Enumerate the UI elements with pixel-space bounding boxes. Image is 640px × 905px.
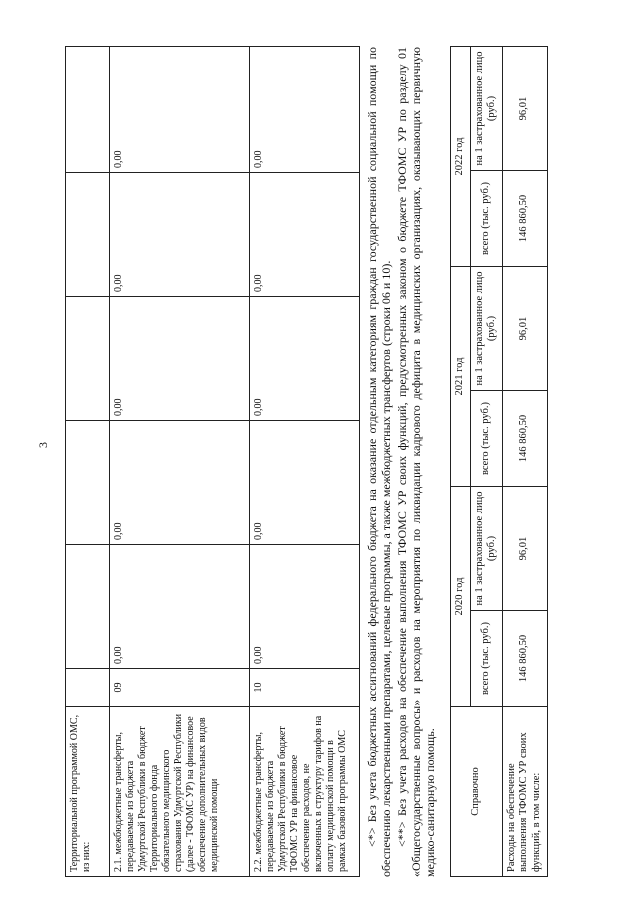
financing-table [65,46,360,877]
row-code: 09 [110,669,250,707]
table-row [110,47,250,877]
cell-value [66,545,110,669]
footnotes [365,47,439,877]
cell-value: 96,01 [502,487,547,611]
cell-value: 0,00 [110,545,250,669]
table-row [502,47,547,877]
row-label: 2.1. межбюджетные трансферты, передаваемые из бюджета Удмуртской Республики в бюджет Территориального фонда обязательного медицинского страхования Удмуртской Республики (далее - ТФОМС УР) на финансовое обеспечение дополнительных видов медицинской помощи [110,707,250,877]
column-header: всего (тыс. руб.) [470,391,502,487]
column-header: на 1 застрахованное лицо (руб.) [470,487,502,611]
cell-value: 0,00 [250,47,360,173]
cell-value: 146 860,50 [502,391,547,487]
cell-value [66,173,110,297]
cell-value: 96,01 [502,267,547,391]
reference-table [450,46,548,877]
cell-value: 96,01 [502,47,547,171]
cell-value: 146 860,50 [502,171,547,267]
row-code [66,669,110,707]
cell-value: 0,00 [110,47,250,173]
cell-value [66,297,110,421]
cell-value [66,47,110,173]
page-number: 3 [36,442,50,448]
cell-value: 0,00 [110,173,250,297]
year-header: 2022 год [451,47,471,267]
cell-value: 0,00 [250,421,360,545]
column-header: на 1 застрахованное лицо (руб.) [470,267,502,391]
footnote: <*> Без учета бюджетных ассигнований федерального бюджета на оказание отдельным категориям граждан государственной социальной помощи по обеспечению лекарственными препаратами, целевые программы, а также межбюджетных трансфертов (строки 06 и 10). [365,47,393,877]
year-header: 2021 год [451,267,471,487]
column-header: на 1 застрахованное лицо (руб.) [470,47,502,171]
table-row [66,47,110,877]
cell-value: 0,00 [250,545,360,669]
cell-value: 146 860,50 [502,611,547,707]
row-label: Территориальной программой ОМС, из них: [66,707,110,877]
row-code: 10 [250,669,360,707]
table-row [451,47,471,877]
table-row [250,47,360,877]
cell-value: 0,00 [110,297,250,421]
column-header: всего (тыс. руб.) [470,171,502,267]
column-header: всего (тыс. руб.) [470,611,502,707]
column-header: Справочно [451,707,503,877]
year-header: 2020 год [451,487,471,707]
row-label: Расходы на обеспечение выполнения ТФОМС УР своих функций, в том числе: [502,707,547,877]
cell-value: 0,00 [250,173,360,297]
row-label: 2.2. межбюджетные трансферты, передаваемые из бюджета Удмуртской Республики в бюджет ТФОМС УР на финансовое обеспечение расходов, не включенных в структуру тарифов на оплату медицинской помощи в рамках базовой программы ОМС [250,707,360,877]
rotated-page [65,47,585,877]
footnote: <**> Без учета расходов на обеспечение выполнения ТФОМС УР своих функций, предусмотренных законом о бюджете ТФОМС УР по разделу 01 «Общегосударственные вопросы» и расходов на мероприятия по ликвидации кадрового дефицита в медицинских организациях, оказывающих первичную медико-санитарную помощь. [395,47,437,877]
cell-value: 0,00 [250,297,360,421]
cell-value: 0,00 [110,421,250,545]
cell-value [66,421,110,545]
